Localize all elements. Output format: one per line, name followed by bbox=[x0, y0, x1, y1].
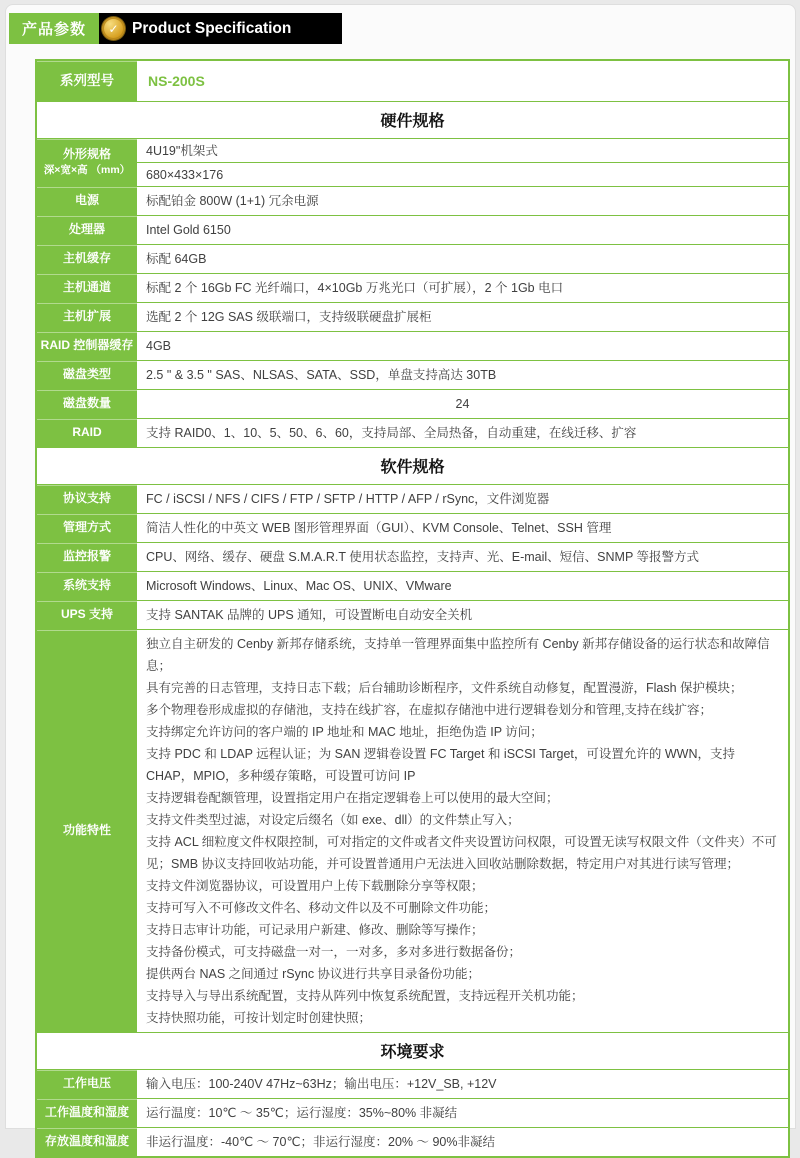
header-title-zh: 产品参数 bbox=[9, 13, 99, 44]
header-title-en: Product Specification bbox=[132, 19, 292, 37]
row-label-main: RAID 控制器缓存 bbox=[40, 338, 134, 353]
content-line: 支持 RAID0、1、10、5、50、6、60，支持局部、全局热备，自动重建，在线迁移、扩容 bbox=[146, 426, 637, 440]
row-label-main: 电源 bbox=[74, 193, 99, 208]
row-label-main: 外形规格 bbox=[62, 147, 111, 162]
row-content bbox=[137, 630, 788, 1032]
section-header: 环境要求 bbox=[37, 1032, 788, 1069]
content-line: FC / iSCSI / NFS / CIFS / FTP / SFTP / HTTP / AFP / rSync，文件浏览器 bbox=[146, 492, 550, 506]
row-label-main: 功能特性 bbox=[62, 823, 111, 838]
content-line: 4U19"机架式 bbox=[146, 143, 218, 158]
series-label: 系列型号 bbox=[37, 61, 137, 101]
section-header: 软件规格 bbox=[37, 447, 788, 484]
row-label-main: 工作电压 bbox=[62, 1076, 111, 1091]
row-content bbox=[137, 216, 788, 244]
row-content bbox=[137, 139, 788, 186]
content-line: 标配铂金 800W (1+1) 冗余电源 bbox=[146, 194, 319, 208]
spec-row bbox=[37, 389, 788, 418]
spec-row bbox=[37, 629, 788, 1032]
content-line: 支持 SANTAK 品牌的 UPS 通知，可设置断电自动安全关机 bbox=[146, 608, 473, 622]
row-label-main: 协议支持 bbox=[62, 491, 111, 506]
row-label-main: 磁盘类型 bbox=[62, 367, 111, 382]
row-label-sub: 深×宽×高 （mm） bbox=[43, 163, 131, 176]
row-label bbox=[37, 601, 137, 629]
content-line: 支持快照功能，可按计划定时创建快照； bbox=[146, 1011, 372, 1025]
section-header: 硬件规格 bbox=[37, 101, 788, 138]
row-content bbox=[137, 187, 788, 215]
row-label bbox=[37, 630, 137, 1032]
row-content bbox=[137, 485, 788, 513]
row-label bbox=[37, 390, 137, 418]
content-line: 支持绑定允许访问的客户端的 IP 地址和 MAC 地址，拒绝伪造 IP 访问； bbox=[146, 725, 543, 739]
row-content bbox=[137, 1099, 788, 1127]
spec-row bbox=[37, 186, 788, 215]
content-line: 4GB bbox=[146, 339, 172, 353]
spec-row bbox=[37, 302, 788, 331]
row-label-main: 监控报警 bbox=[62, 549, 111, 564]
spec-row bbox=[37, 513, 788, 542]
row-label-main: 主机缓存 bbox=[62, 251, 111, 266]
series-row bbox=[37, 61, 788, 101]
row-label bbox=[37, 543, 137, 571]
series-value: NS-200S bbox=[148, 73, 205, 89]
row-label-main: 管理方式 bbox=[62, 520, 111, 535]
row-content bbox=[137, 274, 788, 302]
content-line: Intel Gold 6150 bbox=[146, 223, 231, 237]
content-line: 支持可写入不可修改文件名、移动文件以及不可删除文件功能； bbox=[146, 901, 497, 915]
content-line: CPU、网络、缓存、硬盘 S.M.A.R.T 使用状态监控，支持声、光、E-mail、短信、SNMP 等报警方式 bbox=[146, 550, 700, 564]
row-label bbox=[37, 1070, 137, 1098]
spec-row bbox=[37, 244, 788, 273]
content-line: 支持 ACL 细粒度文件权限控制，可对指定的文件或者文件夹设置访问权限，可设置无读写权限文件（文件夹）不可见；SMB 协议支持回收站功能，并可设置普通用户无法进入回收站删除数据，特定用户对其进行读写管理； bbox=[146, 835, 777, 871]
seal-check-icon bbox=[102, 17, 125, 40]
content-line: 支持文件浏览器协议，可设置用户上传下载删除分享等权限； bbox=[146, 879, 484, 893]
row-label-main: UPS 支持 bbox=[60, 607, 113, 622]
spec-row bbox=[37, 1127, 788, 1156]
content-line: 支持导入与导出系统配置，支持从阵列中恢复系统配置，支持远程开关机功能； bbox=[146, 989, 584, 1003]
row-content bbox=[137, 514, 788, 542]
row-label-main: 工作温度和湿度 bbox=[44, 1105, 129, 1120]
content-line: 提供两台 NAS 之间通过 rSync 协议进行共享目录备份功能； bbox=[146, 967, 481, 981]
content-line: 680×433×176 bbox=[137, 162, 788, 186]
row-label-main: 磁盘数量 bbox=[62, 396, 111, 411]
spec-row bbox=[37, 1069, 788, 1098]
row-label bbox=[37, 1099, 137, 1127]
row-content bbox=[137, 572, 788, 600]
row-content bbox=[137, 245, 788, 273]
badge-check-glyph: ✓ bbox=[108, 21, 119, 36]
spec-row bbox=[37, 331, 788, 360]
row-content bbox=[137, 390, 788, 418]
row-content bbox=[137, 1128, 788, 1156]
row-label bbox=[37, 274, 137, 302]
spec-row bbox=[37, 1098, 788, 1127]
content-line: 2.5 " & 3.5 " SAS、NLSAS、SATA、SSD，单盘支持高达 30TB bbox=[146, 368, 497, 382]
row-content bbox=[137, 601, 788, 629]
row-label-main: 存放温度和湿度 bbox=[44, 1134, 129, 1149]
spec-row bbox=[37, 215, 788, 244]
spec-row bbox=[37, 542, 788, 571]
row-label bbox=[37, 1128, 137, 1156]
content-line: 输入电压：100-240V 47Hz~63Hz；输出电压：+12V_SB, +12V bbox=[146, 1077, 497, 1091]
row-label bbox=[37, 245, 137, 273]
row-content bbox=[137, 303, 788, 331]
row-label bbox=[37, 303, 137, 331]
row-label bbox=[37, 361, 137, 389]
row-label-main: 系统支持 bbox=[62, 578, 111, 593]
spec-row bbox=[37, 360, 788, 389]
spec-row bbox=[37, 600, 788, 629]
row-content bbox=[137, 543, 788, 571]
content-line: 非运行温度：-40℃ ～ 70℃；非运行湿度：20% ～ 90%非凝结 bbox=[146, 1135, 495, 1149]
row-content bbox=[137, 419, 788, 447]
row-label bbox=[37, 514, 137, 542]
content-line: 独立自主研发的 Cenby 新邦存储系统，支持单一管理界面集中监控所有 Cenby 新邦存储设备的运行状态和故障信息； bbox=[146, 637, 770, 673]
content-line: 具有完善的日志管理，支持日志下载；后台辅助诊断程序，文件系统自动修复，配置漫游，Flash 保护模块； bbox=[146, 681, 743, 695]
content-line: 多个物理卷形成虚拟的存储池，支持在线扩容，在虚拟存储池中进行逻辑卷划分和管理,支持在线扩容； bbox=[146, 703, 712, 717]
row-content bbox=[137, 1070, 788, 1098]
row-label bbox=[37, 187, 137, 215]
row-label bbox=[37, 485, 137, 513]
content-line: 支持逻辑卷配额管理，设置指定用户在指定逻辑卷上可以使用的最大空间； bbox=[146, 791, 559, 805]
row-label-main: 主机通道 bbox=[62, 280, 111, 295]
row-label bbox=[37, 216, 137, 244]
spec-row bbox=[37, 484, 788, 513]
content-line: 支持备份模式，可支持磁盘一对一，一对多，多对多进行数据备份； bbox=[146, 945, 522, 959]
content-line: Microsoft Windows、Linux、Mac OS、UNIX、VMware bbox=[146, 579, 452, 593]
content-line: 运行温度：10℃ ～ 35℃；运行湿度：35%~80% 非凝结 bbox=[146, 1106, 458, 1120]
content-line: 选配 2 个 12G SAS 级联端口，支持级联硬盘扩展柜 bbox=[146, 310, 432, 324]
row-label bbox=[37, 139, 137, 186]
content-line: 简洁人性化的中英文 WEB 图形管理界面（GUI）、KVM Console、Telnet、SSH 管理 bbox=[146, 521, 612, 535]
spec-table bbox=[35, 59, 790, 1158]
content-line: 24 bbox=[455, 397, 470, 411]
row-label bbox=[37, 419, 137, 447]
row-label-main: 处理器 bbox=[68, 222, 105, 237]
spec-row bbox=[37, 571, 788, 600]
row-label bbox=[37, 572, 137, 600]
spec-row bbox=[37, 273, 788, 302]
row-content bbox=[137, 332, 788, 360]
content-line: 标配 2 个 16Gb FC 光纤端口，4×10Gb 万兆光口（可扩展），2 个 1Gb 电口 bbox=[146, 281, 564, 295]
content-line: 标配 64GB bbox=[146, 252, 207, 266]
row-content bbox=[137, 361, 788, 389]
row-label bbox=[37, 332, 137, 360]
row-label-main: RAID bbox=[72, 425, 102, 440]
row-label-main: 主机扩展 bbox=[62, 309, 111, 324]
content-line: 支持文件类型过滤，对设定后缀名（如 exe、dll）的文件禁止写入； bbox=[146, 813, 520, 827]
spec-row bbox=[37, 138, 788, 186]
spec-row bbox=[37, 418, 788, 447]
content-line: 支持日志审计功能，可记录用户新建、修改、删除等写操作； bbox=[146, 923, 484, 937]
content-line: 支持 PDC 和 LDAP 远程认证；为 SAN 逻辑卷设置 FC Target 和 iSCSI Target，可设置允许的 WWN，支持 CHAP，MPIO，多种缓存策略，可设置可访问 IP bbox=[146, 747, 735, 783]
header-bar bbox=[9, 13, 342, 44]
